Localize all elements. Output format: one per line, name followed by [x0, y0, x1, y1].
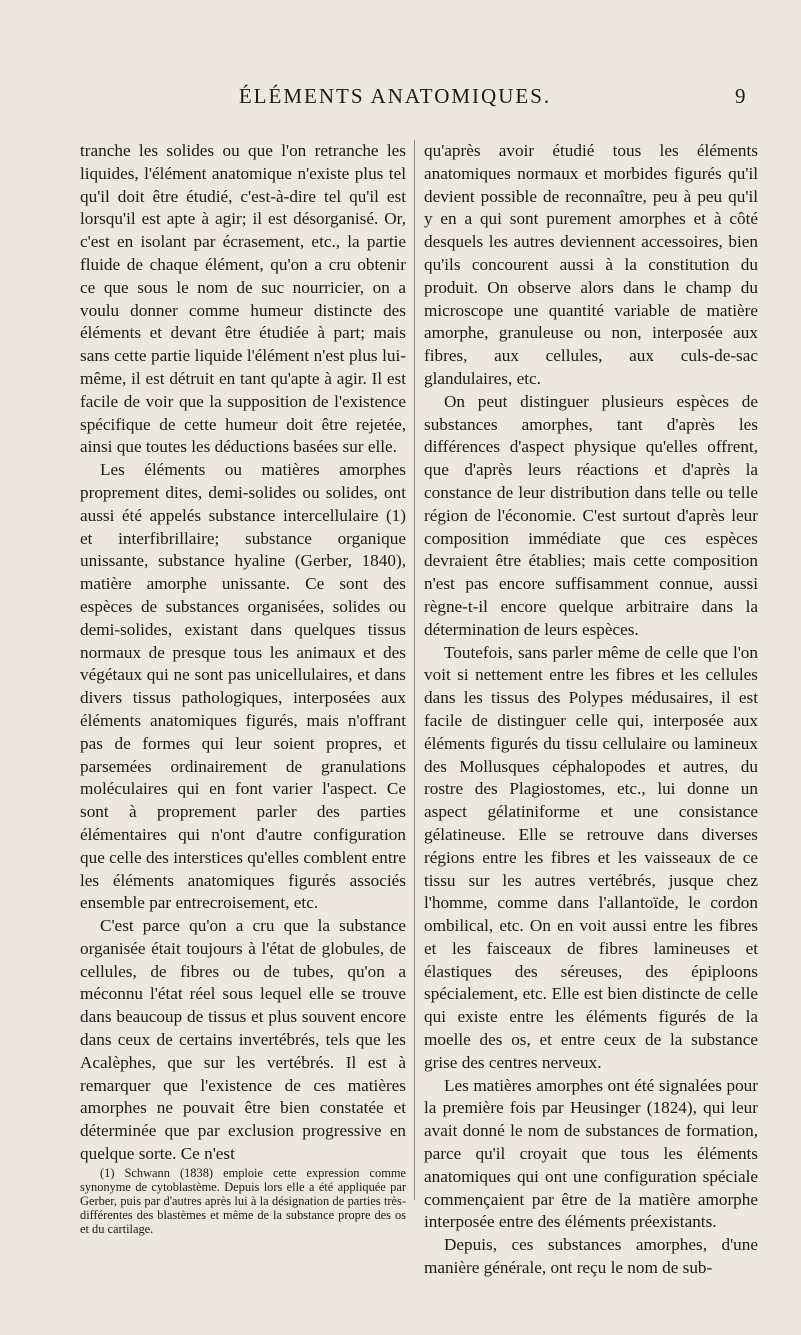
page-header	[0, 84, 801, 116]
paragraph: tranche les solides ou que l'on retranche les liquides, l'élément anatomique n'existe plus tel qu'il doit être étudié, c'est-à-dire tel qu'il est lorsqu'il est apte à agir; il est désorganisé. Or, c'est en isolant par écrasement, etc., la partie fluide de chaque élément, qu'on a cru obtenir ce que sous le nom de suc nourricier, on a voulu donner comme humeur distincte des éléments et devant être étudiée à part; mais sans cette partie liquide l'élément n'est plus lui-même, il est détruit en tant qu'apte à agir. Il est facile de voir que la supposition de l'existence spécifique de cette humeur doit être rejetée, ainsi que toutes les déductions basées sur elle.	[80, 141, 406, 457]
paragraph: C'est parce qu'on a cru que la substance organisée était toujours à l'état de globules, de cellules, de fibres ou de tubes, qu'on a méconnu l'état réel sous lequel elle se trouve dans beaucoup de tissus et plus souvent encore dans ceux de certains invertébrés, tels que les Acalèphes, que sur les vertébrés. Il est à remarquer que l'existence de ces matières amorphes ne pouvait être bien constatée et déterminée que par exclusion progressive en quelque sorte. Ce n'est	[80, 916, 406, 1164]
paragraph: On peut distinguer plusieurs espèces de substances amorphes, tant d'après les différences d'aspect physique qu'elles offrent, que d'après leurs réactions et d'après la constance de leur distribution dans telle ou telle région de l'économie. C'est surtout d'après leur composition immédiate que ces espèces devraient être établies; mais cette composition n'est pas encore suffisamment connue, aussi règne-t-il encore quelque arbitraire dans la détermination de leurs espèces.	[424, 391, 758, 639]
paragraph: Toutefois, sans parler même de celle que l'on voit si nettement entre les fibres et les cellules dans les tissus des Polypes médusaires, il est facile de distinguer celle qui, interposée aux éléments figurés du tissu cellulaire ou lamineux des Mollusques céphalopodes et autres, du rostre des Plagiostomes, etc., lui donne un aspect gélatiniforme et une consistance gélatineuse. Elle se retrouve dans diverses régions entre les fibres et les vaisseaux de ce tissu sur les autres vertébrés, jusque chez l'homme, comme dans l'allantoïde, le cordon ombilical, etc. On en voit aussi entre les fibres et les faisceaux de fibres lamineuses et élastiques des séreuses, des épiploons spécialement, etc. Elle est bien distincte de celle qui existe entre les éléments figurés de la moelle des os, et entre ceux de la substance grise des centres nerveux.	[424, 642, 758, 1072]
running-title: ÉLÉMENTS ANATOMIQUES.	[238, 84, 552, 108]
paragraph: Depuis, ces substances amorphes, d'une manière générale, ont reçu le nom de sub-	[424, 1235, 758, 1278]
paragraph: Les matières amorphes ont été signalées pour la première fois par Heusinger (1824), qui leur avait donné le nom de substances de formation, parce qu'il croyait que tous les éléments anatomiques qui ont une configuration spéciale commençaient par être de la matière amorphe interposée entre des éléments préexistants.	[424, 1075, 758, 1232]
right-column	[424, 140, 758, 1280]
column-divider	[414, 140, 415, 1200]
paragraph: Les éléments ou matières amorphes proprement dites, demi-solides ou solides, ont aussi été appelés substance intercellulaire (1) et interfibrillaire; substance organique unissante, substance hyaline (Gerber, 1840), matière amorphe unissante. Ce sont des espèces de substances organisées, solides ou demi-solides, existant dans quelques tissus normaux de presque tous les animaux et des végétaux qui ne sont pas unicellulaires, et dans divers tissus pathologiques, interposées aux éléments anatomiques figurés, mais n'offrant pas de formes qui leur soient propres, et parsemées ordinairement de granulations moléculaires qui en font varier l'aspect. Ce sont à proprement parler des parties élémentaires qui n'ont d'autre configuration que celle des interstices qu'elles comblent entre les éléments anatomiques figurés associés ensemble par entrecroisement, etc.	[80, 460, 406, 913]
paragraph: qu'après avoir étudié tous les éléments anatomiques normaux et morbides figurés qu'il devient possible de reconnaître, peu à peu qu'il y en a qui sont purement amorphes et à côté desquels les autres deviennent accessoires, bien qu'ils concourent aussi à la constitution du produit. On observe alors dans le champ du microscope une quantité variable de matière amorphe, granuleuse ou non, interposée aux fibres, aux cellules, aux culs-de-sac glandulaires, etc.	[424, 141, 758, 388]
left-column	[80, 140, 406, 1236]
page-number: 9	[735, 84, 746, 108]
footnote: (1) Schwann (1838) emploie cette expression comme synonyme de cytoblastème. Depuis lors elle a été appliquée par Gerber, puis par d'autres après lui à la désignation de parties très-différentes des blastèmes et même de la substance propre des os et du cartilage.	[80, 1165, 406, 1236]
